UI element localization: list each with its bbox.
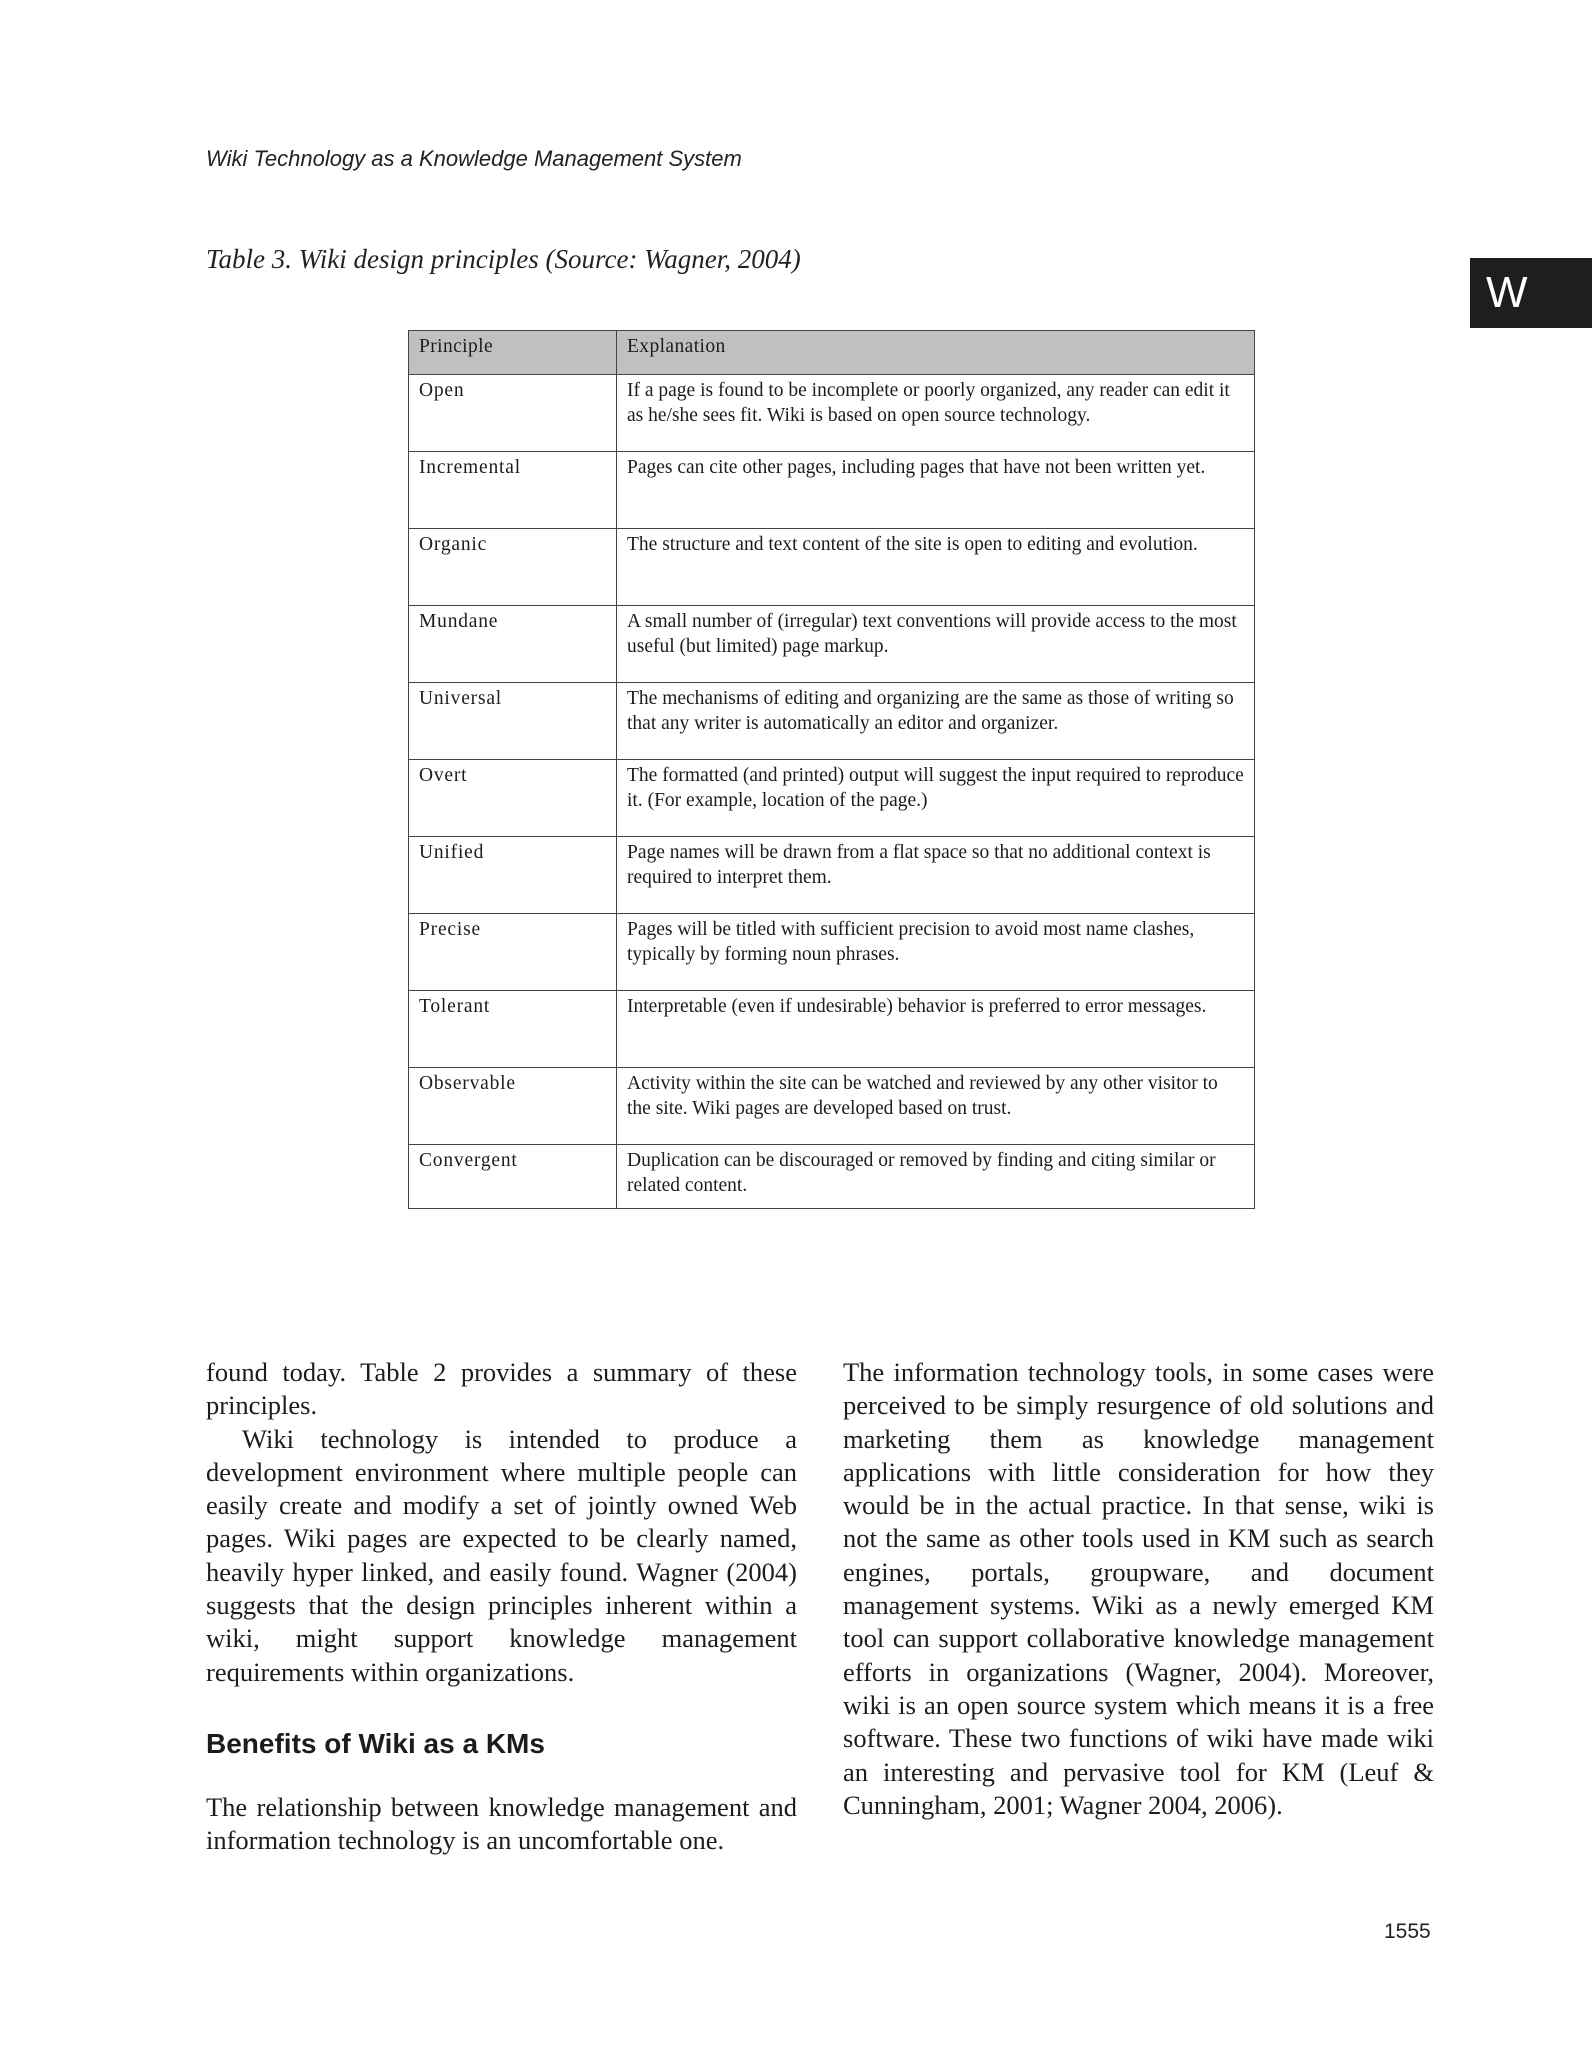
section-thumb-tab: W bbox=[1470, 258, 1592, 328]
principle-cell: Tolerant bbox=[409, 991, 617, 1068]
table-row bbox=[409, 375, 1255, 452]
table-row bbox=[409, 760, 1255, 837]
body-paragraph: The relationship between knowledge management and information technology is an uncomfortable one. bbox=[206, 1791, 797, 1856]
table-row bbox=[409, 1068, 1255, 1145]
table-row bbox=[409, 1145, 1255, 1209]
right-text-column bbox=[843, 1356, 1434, 1822]
principle-cell: Open bbox=[409, 375, 617, 452]
explanation-cell: Pages will be titled with sufficient precision to avoid most name clashes, typically by forming noun phrases. bbox=[617, 914, 1255, 991]
principle-cell: Incremental bbox=[409, 452, 617, 529]
section-heading: Benefits of Wiki as a KMs bbox=[206, 1727, 545, 1759]
principle-cell: Organic bbox=[409, 529, 617, 606]
running-head: Wiki Technology as a Knowledge Management System bbox=[206, 146, 742, 171]
body-paragraph: Wiki technology is intended to produce a development environment where multiple people can easily create and modify a set of jointly owned Web pages. Wiki pages are expected to be clearly named, heavily hyper linked, and easily found. Wagner (2004) suggests that the design principles inherent within a wiki, might support knowledge management requirements within organizations. bbox=[206, 1423, 797, 1687]
table-row bbox=[409, 529, 1255, 606]
left-text-column bbox=[206, 1356, 797, 1858]
body-paragraph: The information technology tools, in some cases were perceived to be simply resurgence of old solutions and marketing them as knowledge management applications with little consideration for how they would be in the actual practice. In that sense, wiki is not the same as other tools used in KM such as search engines, portals, groupware, and document management systems. Wiki as a newly emerged KM tool can support collaborative knowledge management efforts in organizations (Wagner, 2004). Moreover, wiki is an open source system which means it is a free software. These two functions of wiki have made wiki an interesting and pervasive tool for KM (Leuf & Cunningham, 2001; Wagner 2004, 2006). bbox=[843, 1357, 1434, 1820]
principle-cell: Universal bbox=[409, 683, 617, 760]
explanation-cell: The mechanisms of editing and organizing are the same as those of writing so that any writer is automatically an editor and organizer. bbox=[617, 683, 1255, 760]
principle-cell: Observable bbox=[409, 1068, 617, 1145]
principle-cell: Convergent bbox=[409, 1145, 617, 1209]
table-row bbox=[409, 991, 1255, 1068]
principle-cell: Unified bbox=[409, 837, 617, 914]
table-row bbox=[409, 606, 1255, 683]
explanation-cell: If a page is found to be incomplete or poorly organized, any reader can edit it as he/she sees fit. Wiki is based on open source technology. bbox=[617, 375, 1255, 452]
explanation-cell: The formatted (and printed) output will suggest the input required to reproduce it. (For example, location of the page.) bbox=[617, 760, 1255, 837]
explanation-cell: Duplication can be discouraged or removed by finding and citing similar or related content. bbox=[617, 1145, 1255, 1209]
explanation-cell: A small number of (irregular) text conventions will provide access to the most useful (but limited) page markup. bbox=[617, 606, 1255, 683]
principle-cell: Mundane bbox=[409, 606, 617, 683]
explanation-cell: The structure and text content of the site is open to editing and evolution. bbox=[617, 529, 1255, 606]
explanation-cell: Page names will be drawn from a flat space so that no additional context is required to interpret them. bbox=[617, 837, 1255, 914]
table-row bbox=[409, 683, 1255, 760]
table-header-row bbox=[409, 331, 1255, 375]
principle-cell: Overt bbox=[409, 760, 617, 837]
explanation-cell: Interpretable (even if undesirable) behavior is preferred to error messages. bbox=[617, 991, 1255, 1068]
design-principles-table bbox=[408, 330, 1255, 1209]
column-header-principle: Principle bbox=[409, 331, 617, 375]
table-caption: Table 3. Wiki design principles (Source: Wagner, 2004) bbox=[206, 244, 801, 274]
principle-cell: Precise bbox=[409, 914, 617, 991]
explanation-cell: Activity within the site can be watched and reviewed by any other visitor to the site. Wiki pages are developed based on trust. bbox=[617, 1068, 1255, 1145]
page-number: 1555 bbox=[1384, 1920, 1431, 1943]
table-row bbox=[409, 452, 1255, 529]
body-paragraph: found today. Table 2 provides a summary of these principles. bbox=[206, 1357, 797, 1421]
table-row bbox=[409, 837, 1255, 914]
table-row bbox=[409, 914, 1255, 991]
explanation-cell: Pages can cite other pages, including pages that have not been written yet. bbox=[617, 452, 1255, 529]
column-header-explanation: Explanation bbox=[617, 331, 1255, 375]
